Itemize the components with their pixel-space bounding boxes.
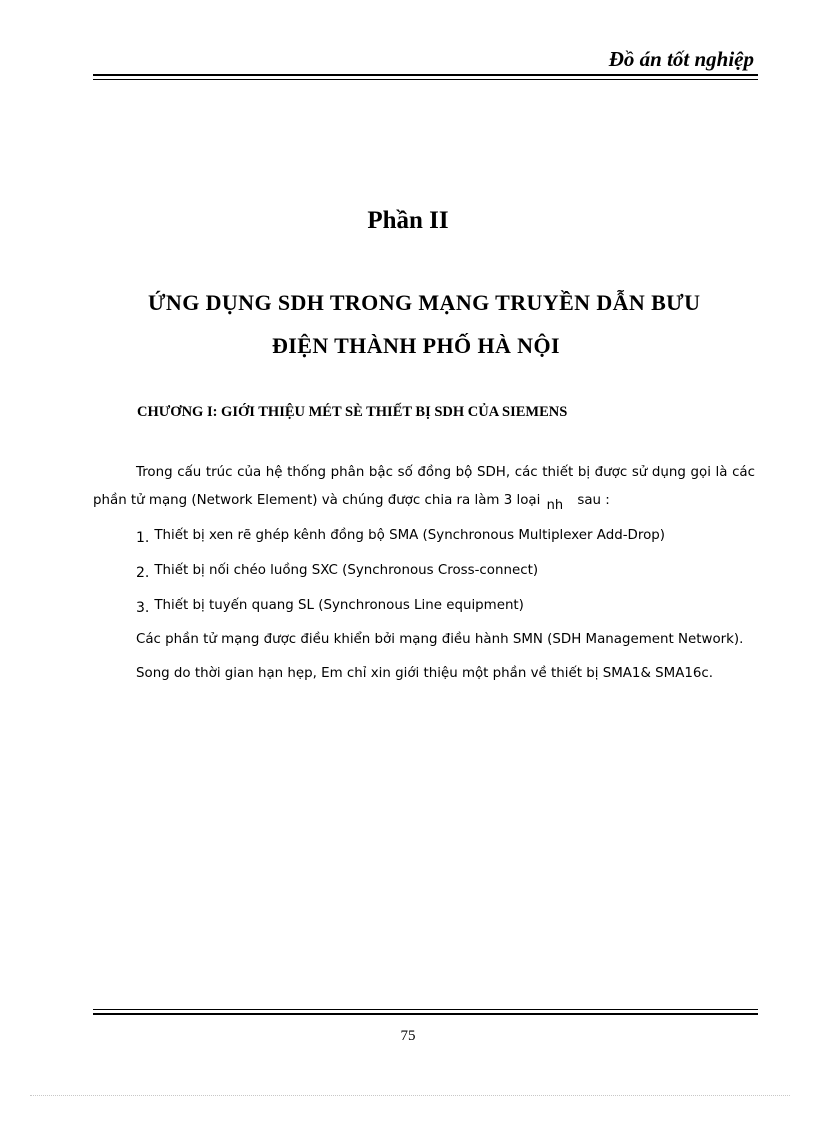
document-header-title: Đồ án tốt nghiệp — [608, 47, 754, 71]
smn-paragraph: Các phần tử mạng được điều khiển bởi mạng điều hành SMN (SDH Management Network). — [136, 632, 744, 647]
intro-tail: sau : — [577, 493, 610, 508]
intro-text: Trong cấu trúc của hệ thống phân bậc số đồng bộ SDH, các thiết bị được sử dụng gọi là các phần tử mạng (Network Element) và chúng được chia ra làm 3 loại — [93, 465, 755, 508]
list-number: 3. — [136, 600, 150, 616]
list-number: 2. — [136, 565, 150, 581]
header-rule-thick — [93, 74, 758, 76]
sma-paragraph: Song do thời gian hạn hẹp, Em chỉ xin giới thiệu một phần về thiết bị SMA1& SMA16c. — [136, 666, 714, 681]
list-text: Thiết bị xen rẽ ghép kênh đồng bộ SMA (Synchronous Multiplexer Add-Drop) — [154, 528, 665, 543]
list-text: Thiết bị tuyến quang SL (Synchronous Line equipment) — [154, 598, 524, 613]
list-item — [93, 556, 755, 585]
intro-paragraph — [93, 459, 755, 515]
page-edge-divider — [30, 1095, 790, 1096]
header-rule-thin — [93, 79, 758, 80]
part-title: Phần II — [367, 207, 449, 234]
list-item — [93, 591, 755, 620]
intro-subscript: nh — [546, 498, 564, 513]
list-text: Thiết bị nối chéo luồng SXC (Synchronous Cross-connect) — [154, 563, 539, 578]
main-heading-line-1: ỨNG DỤNG SDH TRONG MẠNG TRUYỀN DẪN BƯU — [148, 290, 701, 315]
body-content — [93, 459, 755, 694]
list-item — [93, 521, 755, 550]
main-heading-line-2: ĐIỆN THÀNH PHỐ HÀ NỘI — [272, 333, 560, 358]
chapter-heading: CHƯƠNG I: GIỚI THIỆU MÉT SÈ THIẾT BỊ SDH CỦA SIEMENS — [137, 404, 568, 420]
page-number: 75 — [400, 1028, 416, 1044]
list-number: 1. — [136, 530, 150, 546]
footer-rule-thick — [93, 1013, 758, 1015]
footer-rule-thin — [93, 1009, 758, 1010]
